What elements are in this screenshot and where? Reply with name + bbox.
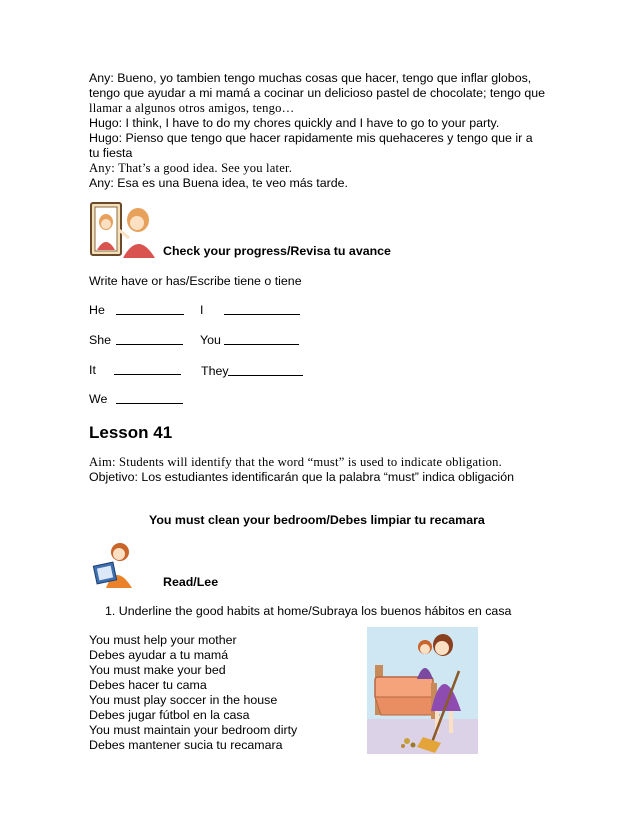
children-cleaning-bedroom-illustration: [367, 627, 478, 754]
pronoun-i: I: [200, 303, 204, 317]
sentence-item[interactable]: Debes hacer tu cama: [89, 678, 207, 692]
progress-heading: Check your progress/Revisa tu avance: [163, 244, 391, 258]
sentence-item[interactable]: Debes ayudar a tu mamá: [89, 648, 229, 662]
sentence-item[interactable]: You must make your bed: [89, 663, 226, 677]
lesson-aim: Aim: Students will identify that the word “must” is used to indicate obligation.: [89, 455, 502, 469]
sentence-item[interactable]: Debes mantener sucia tu recamara: [89, 738, 283, 752]
read-heading: Read/Lee: [163, 575, 219, 589]
answer-blank-it[interactable]: [114, 363, 181, 375]
answer-blank-i[interactable]: [224, 303, 300, 315]
answer-blank-she[interactable]: [116, 333, 183, 345]
progress-instruction: Write have or has/Escribe tiene o tiene: [89, 274, 302, 288]
answer-blank-they[interactable]: [228, 364, 303, 376]
pronoun-he: He: [89, 303, 105, 317]
sentence-item[interactable]: You must play soccer in the house: [89, 693, 278, 707]
lesson-subtitle: You must clean your bedroom/Debes limpiar tu recamara: [149, 513, 485, 527]
dialogue-line: Any: That’s a good idea. See you later.: [89, 161, 293, 175]
exercise-instruction: 1. Underline the good habits at home/Subraya los buenos hábitos en casa: [105, 604, 512, 618]
answer-blank-you[interactable]: [224, 333, 299, 345]
pronoun-it: It: [89, 363, 96, 377]
dialogue-line: Hugo: Pienso que tengo que hacer rapidamente mis quehaceres y tengo que ir a: [89, 131, 533, 145]
dialogue-line: llamar a algunos otros amigos, tengo…: [89, 101, 295, 115]
pronoun-we: We: [89, 392, 108, 406]
answer-blank-he[interactable]: [116, 303, 184, 315]
dialogue-line: Any: Esa es una Buena idea, te veo más tarde.: [89, 176, 348, 190]
sentence-item[interactable]: You must maintain your bedroom dirty: [89, 723, 298, 737]
pronoun-she: She: [89, 333, 112, 347]
dialogue-line: tengo que ayudar a mi mamá a cocinar un delicioso pastel de chocolate; tengo que: [89, 86, 545, 100]
dialogue-line: Any: Bueno, yo tambien tengo muchas cosas que hacer, tengo que inflar globos,: [89, 71, 532, 85]
girl-reading-illustration: [90, 540, 135, 590]
dialogue-line: tu fiesta: [89, 146, 133, 160]
pronoun-you: You: [200, 333, 221, 347]
pronoun-they: They: [201, 364, 229, 378]
answer-blank-we[interactable]: [116, 392, 183, 404]
lesson-objective: Objetivo: Los estudiantes identificarán que la palabra “must” indica obligación: [89, 470, 514, 484]
sentence-item[interactable]: You must help your mother: [89, 633, 237, 647]
girl-mirror-illustration: [89, 200, 159, 260]
lesson-title: Lesson 41: [89, 423, 173, 442]
dialogue-line: Hugo: I think, I have to do my chores quickly and I have to go to your party.: [89, 116, 500, 130]
sentence-item[interactable]: Debes jugar fútbol en la casa: [89, 708, 250, 722]
